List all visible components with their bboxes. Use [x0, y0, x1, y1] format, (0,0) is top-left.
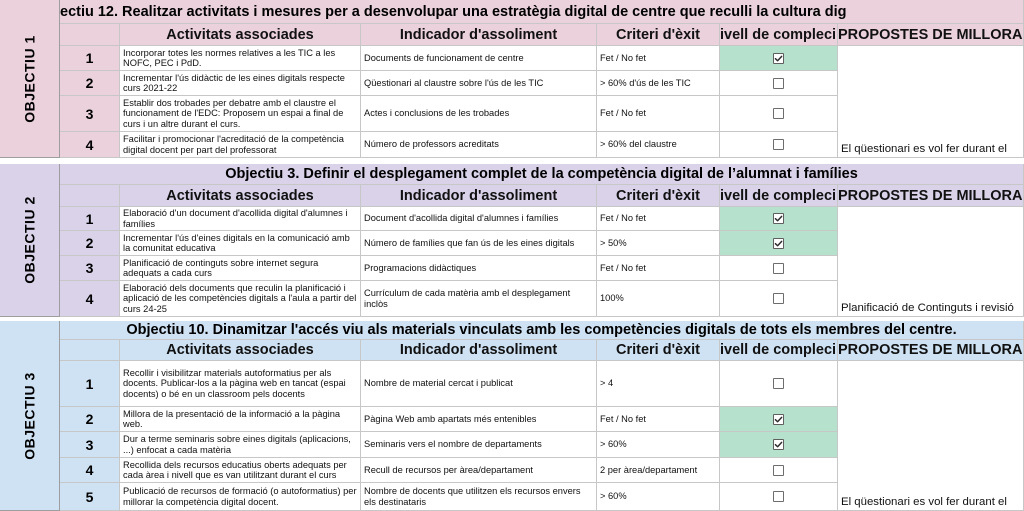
header-propostes-text: PROPOSTES DE MILLORA: [838, 342, 1023, 358]
objective-title[interactable]: [60, 321, 1024, 340]
header-nivell-text: ivell de compleci: [720, 187, 837, 204]
header-criteri[interactable]: [597, 24, 720, 46]
header-activitats-text: Activitats associades: [166, 26, 314, 43]
checkmark-icon: [774, 54, 783, 63]
completion-checkbox-cell[interactable]: [720, 256, 838, 281]
objective-title[interactable]: [60, 164, 1024, 185]
checkbox-unchecked[interactable]: [773, 108, 784, 119]
checkmark-icon: [774, 239, 783, 248]
proposals-cell[interactable]: [838, 361, 1024, 511]
activity-text: Elaboració d'un document d'acollida digital d'alumnes i famílies: [123, 208, 348, 229]
completion-checkbox-cell[interactable]: [720, 458, 838, 483]
activity-text: Elaboració dels documents que reculin la planificació i aplicació de les competències digitals a l'aula a partir del curs 24-25: [123, 282, 357, 314]
activity-cell[interactable]: [120, 207, 361, 231]
checkbox-checked[interactable]: [773, 213, 784, 224]
row-number[interactable]: [60, 483, 120, 511]
completion-checkbox-cell[interactable]: [720, 132, 838, 158]
row-number-text: 3: [85, 105, 94, 122]
checkbox-unchecked[interactable]: [773, 465, 784, 476]
criterion-text: > 50%: [600, 237, 627, 248]
row-number[interactable]: [60, 96, 120, 132]
indicator-cell[interactable]: [361, 256, 597, 281]
criterion-text: > 4: [600, 378, 614, 389]
row-number-text: 4: [85, 462, 94, 478]
row-number[interactable]: [60, 132, 120, 158]
header-criteri-text: Criteri d'èxit: [615, 342, 701, 358]
indicator-text: Nombre de docents que utilitzen els recursos envers els destinataris: [364, 486, 581, 507]
header-indicador-text: Indicador d'assoliment: [399, 187, 558, 204]
activity-text: Incrementar l'ús d'eines digitals en la comunicació amb la comunitat educativa: [123, 232, 350, 253]
activity-text: Millora de la presentació de la informació a la pàgina web.: [123, 408, 341, 429]
indicator-text: Qüestionari al claustre sobre l'ús de les TIC: [364, 77, 544, 88]
activity-cell[interactable]: [120, 458, 361, 483]
proposals-cell[interactable]: [838, 46, 1024, 158]
header-number-cell[interactable]: [60, 185, 120, 207]
checkbox-checked[interactable]: [773, 238, 784, 249]
criterion-text: 2 per àrea/departament: [600, 464, 698, 475]
criterion-cell[interactable]: [597, 361, 720, 407]
indicator-text: Programacions didàctiques: [364, 262, 477, 273]
indicator-text: Actes i conclusions de les trobades: [364, 108, 510, 119]
criterion-cell[interactable]: [597, 132, 720, 158]
row-number-text: 1: [85, 50, 94, 66]
header-propostes[interactable]: [838, 24, 1024, 46]
indicator-cell[interactable]: [361, 483, 597, 511]
criterion-text: 100%: [600, 293, 624, 304]
completion-checkbox-cell[interactable]: [720, 71, 838, 96]
row-number-text: 3: [85, 436, 94, 453]
checkmark-icon: [774, 214, 783, 223]
objective-side-label: [0, 164, 60, 317]
objective-label-text: OBJECTIU 1: [21, 34, 38, 123]
criterion-text: Fet / No fet: [600, 108, 646, 119]
objective-label-text: OBJECTIU 3: [21, 371, 38, 460]
header-indicador[interactable]: [361, 340, 597, 361]
indicator-text: Nombre de material cercat i publicat: [364, 378, 513, 389]
row-number-text: 5: [85, 488, 94, 505]
header-activitats[interactable]: [120, 340, 361, 361]
completion-checkbox-cell[interactable]: [720, 483, 838, 511]
indicator-text: Número de professors acreditats: [364, 139, 499, 150]
header-activitats-text: Activitats associades: [166, 187, 314, 204]
row-number[interactable]: [60, 361, 120, 407]
criterion-cell[interactable]: [597, 231, 720, 256]
indicator-cell[interactable]: [361, 71, 597, 96]
checkbox-unchecked[interactable]: [773, 491, 784, 502]
indicator-text: Número de famílies que fan ús de les eines digitals: [364, 237, 575, 248]
row-number[interactable]: [60, 207, 120, 231]
header-indicador[interactable]: [361, 24, 597, 46]
header-activitats-text: Activitats associades: [166, 342, 314, 358]
checkmark-icon: [774, 440, 783, 449]
objective-label-text: OBJECTIU 2: [21, 196, 38, 284]
criterion-text: Fet / No fet: [600, 262, 646, 273]
checkbox-checked[interactable]: [773, 414, 784, 425]
criterion-text: Fet / No fet: [600, 52, 646, 63]
completion-checkbox-cell[interactable]: [720, 432, 838, 458]
criterion-cell[interactable]: [597, 71, 720, 96]
row-number-text: 2: [85, 75, 94, 91]
row-number[interactable]: [60, 458, 120, 483]
header-propostes[interactable]: [838, 340, 1024, 361]
header-propostes-text: PROPOSTES DE MILLORA: [838, 187, 1023, 204]
objective-side-label: [0, 0, 60, 158]
completion-checkbox-cell[interactable]: [720, 281, 838, 317]
checkbox-checked[interactable]: [773, 439, 784, 450]
header-criteri[interactable]: [597, 185, 720, 207]
activity-cell[interactable]: [120, 46, 361, 71]
checkbox-unchecked[interactable]: [773, 139, 784, 150]
activity-text: Recollida dels recursos educatius oberts adequats per cada àrea i nivell que es van utilitzant durant el curs: [123, 459, 347, 480]
completion-checkbox-cell[interactable]: [720, 231, 838, 256]
activity-cell[interactable]: [120, 407, 361, 432]
criterion-cell[interactable]: [597, 458, 720, 483]
completion-checkbox-cell[interactable]: [720, 361, 838, 407]
activity-text: Publicació de recursos de formació (o autoformatius) per millorar la competència digital docent.: [123, 486, 357, 507]
activity-text: Planificació de continguts sobre internet segura adequats a cada curs: [123, 257, 319, 278]
row-number[interactable]: [60, 432, 120, 458]
header-indicador-text: Indicador d'assoliment: [399, 26, 558, 43]
criterion-cell[interactable]: [597, 407, 720, 432]
activity-cell[interactable]: [120, 361, 361, 407]
checkbox-unchecked[interactable]: [773, 378, 784, 389]
indicator-cell[interactable]: [361, 361, 597, 407]
criterion-cell[interactable]: [597, 432, 720, 458]
header-criteri-text: Criteri d'èxit: [615, 187, 701, 204]
indicator-text: Seminaris vers el nombre de departaments: [364, 439, 542, 450]
row-number-text: 4: [85, 290, 94, 307]
activity-text: Establir dos trobades per debatre amb el claustre el funcionament de l'EDC: Proposem un espai a final de curs i un altre durant el curs.: [123, 97, 344, 129]
row-number[interactable]: [60, 407, 120, 432]
objective-title-text: ectiu 12. Realitzar activitats i mesures per a desenvolupar una estratègia digital de centre que reculli la cultura dig: [60, 3, 847, 20]
completion-checkbox-cell[interactable]: [720, 46, 838, 71]
criterion-text: > 60% d'ús de les TIC: [600, 77, 691, 88]
activity-text: Incrementar l'ús didàctic de les eines digitals respecte curs 2021-22: [123, 72, 345, 93]
indicator-text: Recull de recursos per àrea/departament: [364, 464, 533, 475]
row-number-text: 3: [85, 260, 94, 276]
proposals-note-text: Planificació de Continguts i revisió: [841, 302, 1014, 314]
header-propostes[interactable]: [838, 185, 1024, 207]
checkbox-unchecked[interactable]: [773, 78, 784, 89]
objective-title-text: Objectiu 3. Definir el desplegament complet de la competència digital de l’alumnat i famílies: [225, 166, 858, 182]
header-activitats[interactable]: [120, 185, 361, 207]
criterion-cell[interactable]: [597, 256, 720, 281]
objective-side-label: [0, 321, 60, 511]
activity-text: Facilitar i promocionar l'acreditació de la competència digital docent per part del professorat: [123, 134, 344, 155]
row-number-text: 2: [85, 411, 94, 427]
header-criteri[interactable]: [597, 340, 720, 361]
activity-cell[interactable]: [120, 96, 361, 132]
row-number[interactable]: [60, 256, 120, 281]
completion-checkbox-cell[interactable]: [720, 207, 838, 231]
indicator-cell[interactable]: [361, 281, 597, 317]
completion-checkbox-cell[interactable]: [720, 407, 838, 432]
header-indicador[interactable]: [361, 185, 597, 207]
activity-cell[interactable]: [120, 71, 361, 96]
header-activitats[interactable]: [120, 24, 361, 46]
header-number-cell[interactable]: [60, 340, 120, 361]
indicator-cell[interactable]: [361, 231, 597, 256]
criterion-text: > 60%: [600, 491, 627, 502]
indicator-cell[interactable]: [361, 407, 597, 432]
objective-title[interactable]: [60, 0, 1024, 24]
row-number-text: 4: [85, 136, 94, 153]
header-number-cell[interactable]: [60, 24, 120, 46]
criterion-text: Fet / No fet: [600, 413, 646, 424]
header-indicador-text: Indicador d'assoliment: [399, 342, 558, 358]
indicator-cell[interactable]: [361, 207, 597, 231]
activity-cell[interactable]: [120, 483, 361, 511]
activity-text: Recollir i visibilitzar materials autoformatius per als docents. Publicar-los a la pàgina web en tancat (espai docents) o bé en un classroom pels docents: [123, 367, 346, 399]
criterion-cell[interactable]: [597, 207, 720, 231]
row-number-text: 1: [85, 375, 94, 392]
indicator-cell[interactable]: [361, 458, 597, 483]
criterion-text: Fet / No fet: [600, 213, 646, 224]
header-nivell[interactable]: [720, 340, 838, 361]
criterion-text: > 60% del claustre: [600, 139, 677, 150]
header-nivell-text: ivell de compleci: [720, 26, 837, 43]
criterion-cell[interactable]: [597, 96, 720, 132]
activity-text: Incorporar totes les normes relatives a les TIC a les NOFC, PEC i PdD.: [123, 47, 336, 68]
checkbox-unchecked[interactable]: [773, 293, 784, 304]
header-nivell-text: ivell de compleci: [720, 342, 837, 358]
criterion-cell[interactable]: [597, 46, 720, 71]
activity-cell[interactable]: [120, 132, 361, 158]
row-number[interactable]: [60, 281, 120, 317]
proposals-cell[interactable]: [838, 207, 1024, 317]
proposals-note-text: El qüestionari es vol fer durant el: [841, 496, 1007, 508]
checkbox-checked[interactable]: [773, 53, 784, 64]
row-number-text: 1: [85, 210, 94, 227]
indicator-cell[interactable]: [361, 132, 597, 158]
activity-text: Dur a terme seminaris sobre eines digitals (aplicacions, ...) enfocat a cada matèria: [123, 434, 351, 455]
completion-checkbox-cell[interactable]: [720, 96, 838, 132]
indicator-cell[interactable]: [361, 432, 597, 458]
indicator-text: Pàgina Web amb apartats més entenibles: [364, 413, 537, 424]
activity-cell[interactable]: [120, 231, 361, 256]
row-number-text: 2: [85, 235, 94, 251]
header-nivell[interactable]: [720, 185, 838, 207]
activity-cell[interactable]: [120, 256, 361, 281]
row-number[interactable]: [60, 71, 120, 96]
criterion-cell[interactable]: [597, 483, 720, 511]
proposals-note-text: El qüestionari es vol fer durant el: [841, 143, 1007, 155]
header-propostes-text: PROPOSTES DE MILLORA: [838, 26, 1023, 43]
objective-title-text: Objectiu 10. Dinamitzar l'accés viu als materials vinculats amb les competències digitals de tots els membres del centre.: [126, 322, 957, 338]
criterion-cell[interactable]: [597, 281, 720, 317]
activity-cell[interactable]: [120, 281, 361, 317]
indicator-cell[interactable]: [361, 96, 597, 132]
row-number[interactable]: [60, 231, 120, 256]
row-number[interactable]: [60, 46, 120, 71]
indicator-cell[interactable]: [361, 46, 597, 71]
header-criteri-text: Criteri d'èxit: [615, 26, 701, 43]
checkbox-unchecked[interactable]: [773, 263, 784, 274]
indicator-text: Currículum de cada matèria amb el desplegament inclòs: [364, 288, 571, 309]
header-nivell[interactable]: [720, 24, 838, 46]
activity-cell[interactable]: [120, 432, 361, 458]
criterion-text: > 60%: [600, 439, 627, 450]
indicator-text: Document d'acollida digital d'alumnes i famílies: [364, 213, 559, 224]
indicator-text: Documents de funcionament de centre: [364, 52, 524, 63]
checkmark-icon: [774, 415, 783, 424]
